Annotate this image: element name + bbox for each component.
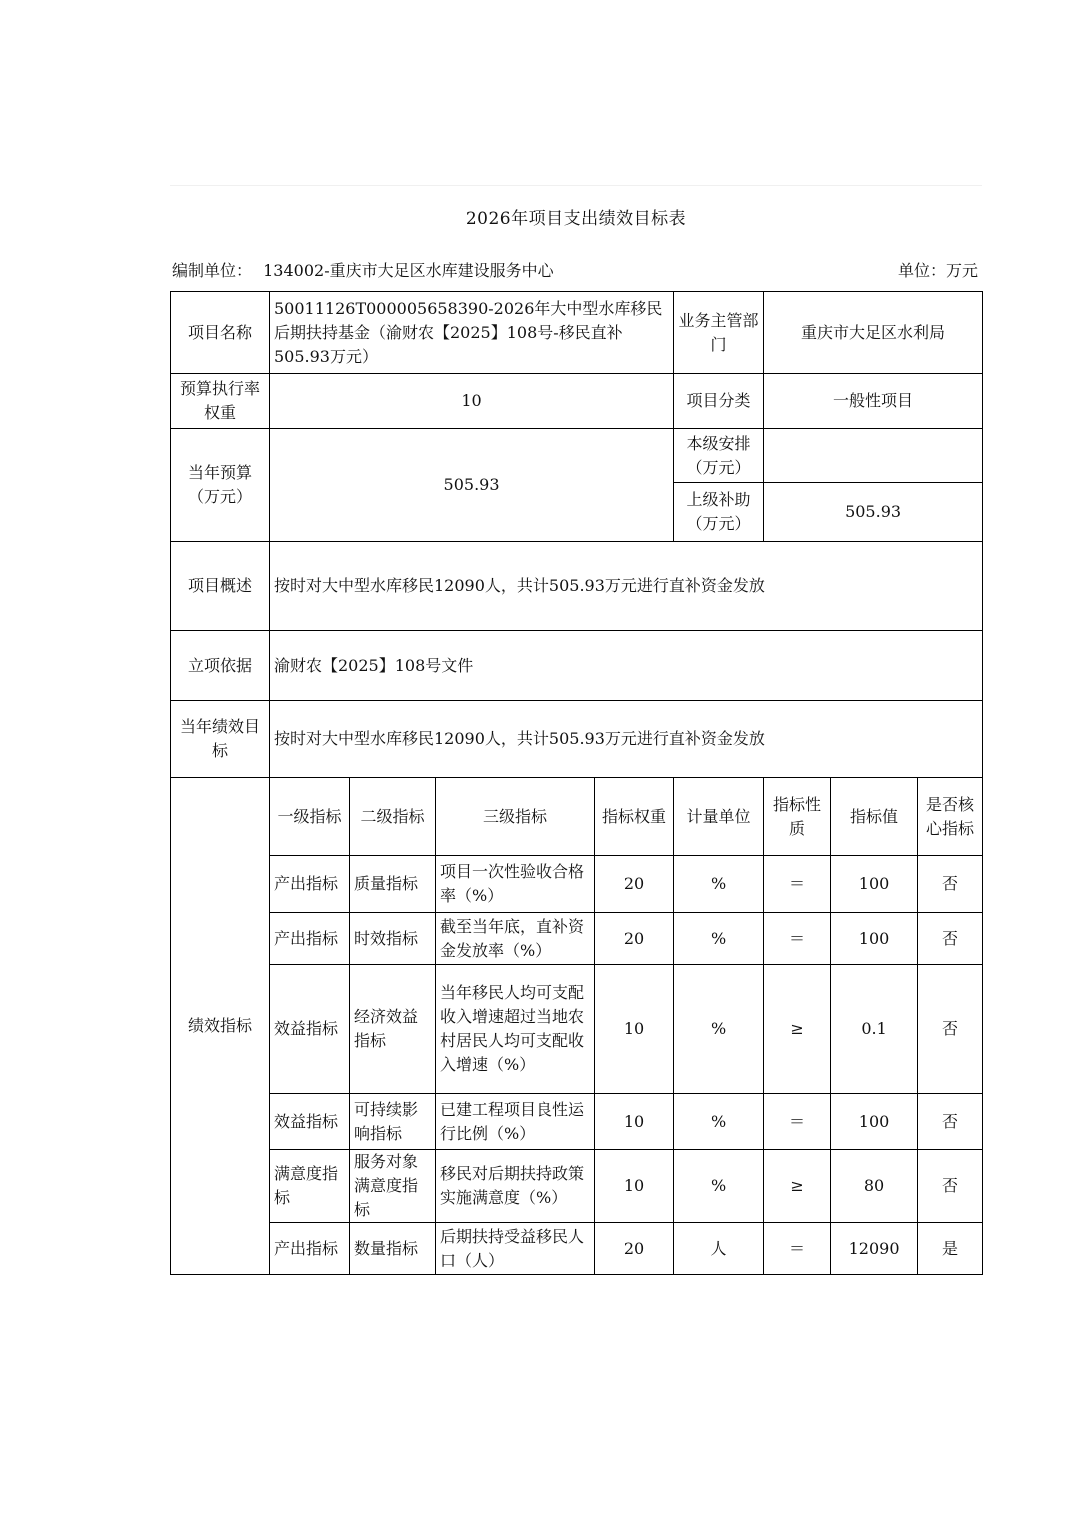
goal-label: 当年绩效目标 (171, 701, 270, 778)
header-unit: 计量单位 (674, 778, 764, 856)
rate-value: 10 (270, 374, 674, 429)
budget-label: 当年预算（万元） (171, 429, 270, 542)
row-unit: % (674, 913, 764, 965)
row-core: 否 (918, 1094, 983, 1150)
row-level1: 产出指标 (270, 856, 350, 913)
row-weight: 10 (595, 1150, 674, 1223)
row-unit: % (674, 1150, 764, 1223)
row-nature: ＝ (764, 1223, 831, 1275)
row-unit: % (674, 1094, 764, 1150)
performance-table (170, 291, 983, 1275)
row-value: 0.1 (831, 965, 918, 1094)
row-weight: 20 (595, 1223, 674, 1275)
row-weight: 20 (595, 913, 674, 965)
row-nature: ≥ (764, 1150, 831, 1223)
row-core: 否 (918, 1150, 983, 1223)
row-core: 是 (918, 1223, 983, 1275)
row-core: 否 (918, 913, 983, 965)
header-weight: 指标权重 (595, 778, 674, 856)
project-name-value: 50011126T000005658390-2026年大中型水库移民后期扶持基金（渝财农【2025】108号-移民直补505.93万元） (270, 292, 674, 374)
upper-label: 上级补助（万元） (674, 483, 764, 542)
local-label: 本级安排（万元） (674, 429, 764, 483)
basis-value: 渝财农【2025】108号文件 (270, 631, 983, 701)
row-weight: 10 (595, 965, 674, 1094)
row-level1: 满意度指标 (270, 1150, 350, 1223)
row-level1: 产出指标 (270, 913, 350, 965)
compiler-label: 编制单位： (172, 261, 253, 280)
indicator-row (171, 856, 983, 913)
header-level2: 二级指标 (350, 778, 436, 856)
row-core: 否 (918, 965, 983, 1094)
indicator-row (171, 965, 983, 1094)
indicator-row (171, 913, 983, 965)
indicator-row (171, 1150, 983, 1223)
row-weight: 10 (595, 1094, 674, 1150)
category-label: 项目分类 (674, 374, 764, 429)
row-unit: % (674, 965, 764, 1094)
row-value: 100 (831, 856, 918, 913)
indicator-row (171, 1223, 983, 1275)
local-value (764, 429, 983, 483)
project-name-label: 项目名称 (171, 292, 270, 374)
row-level3: 移民对后期扶持政策实施满意度（%） (436, 1150, 595, 1223)
budget-value: 505.93 (270, 429, 674, 542)
row-level3: 后期扶持受益移民人口（人） (436, 1223, 595, 1275)
row-level2: 时效指标 (350, 913, 436, 965)
dept-label: 业务主管部门 (674, 292, 764, 374)
dept-value: 重庆市大足区水利局 (764, 292, 983, 374)
header-nature: 指标性质 (764, 778, 831, 856)
category-value: 一般性项目 (764, 374, 983, 429)
compiler-value: 134002-重庆市大足区水库建设服务中心 (263, 261, 554, 280)
row-level2: 可持续影响指标 (350, 1094, 436, 1150)
row-value: 80 (831, 1150, 918, 1223)
goal-value: 按时对大中型水库移民12090人，共计505.93万元进行直补资金发放 (270, 701, 983, 778)
header-level1: 一级指标 (270, 778, 350, 856)
row-level2: 服务对象满意度指标 (350, 1150, 436, 1223)
row-level3: 已建工程项目良性运行比例（%） (436, 1094, 595, 1150)
unit-text: 单位：万元 (897, 261, 978, 280)
row-level1: 效益指标 (270, 965, 350, 1094)
row-level2: 经济效益指标 (350, 965, 436, 1094)
row-nature: ＝ (764, 1094, 831, 1150)
row-level2: 数量指标 (350, 1223, 436, 1275)
rate-label: 预算执行率权重 (171, 374, 270, 429)
header-line (172, 258, 978, 281)
row-value: 100 (831, 913, 918, 965)
overview-label: 项目概述 (171, 542, 270, 631)
row-level3: 项目一次性验收合格率（%） (436, 856, 595, 913)
row-weight: 20 (595, 856, 674, 913)
basis-label: 立项依据 (171, 631, 270, 701)
row-value: 12090 (831, 1223, 918, 1275)
row-level1: 产出指标 (270, 1223, 350, 1275)
row-level3: 截至当年底，直补资金发放率（%） (436, 913, 595, 965)
page-title: 2026年项目支出绩效目标表 (465, 209, 687, 229)
row-unit: % (674, 856, 764, 913)
indicator-section-label: 绩效指标 (171, 778, 270, 1275)
overview-value: 按时对大中型水库移民12090人，共计505.93万元进行直补资金发放 (270, 542, 983, 631)
indicator-row (171, 1094, 983, 1150)
row-value: 100 (831, 1094, 918, 1150)
row-level3: 当年移民人均可支配收入增速超过当地农村居民人均可支配收入增速（%） (436, 965, 595, 1094)
header-level3: 三级指标 (436, 778, 595, 856)
row-unit: 人 (674, 1223, 764, 1275)
row-nature: ＝ (764, 913, 831, 965)
row-nature: ≥ (764, 965, 831, 1094)
row-core: 否 (918, 856, 983, 913)
top-divider (170, 185, 982, 186)
upper-value: 505.93 (764, 483, 983, 542)
row-nature: ＝ (764, 856, 831, 913)
row-level1: 效益指标 (270, 1094, 350, 1150)
header-core: 是否核心指标 (918, 778, 983, 856)
row-level2: 质量指标 (350, 856, 436, 913)
header-value: 指标值 (831, 778, 918, 856)
